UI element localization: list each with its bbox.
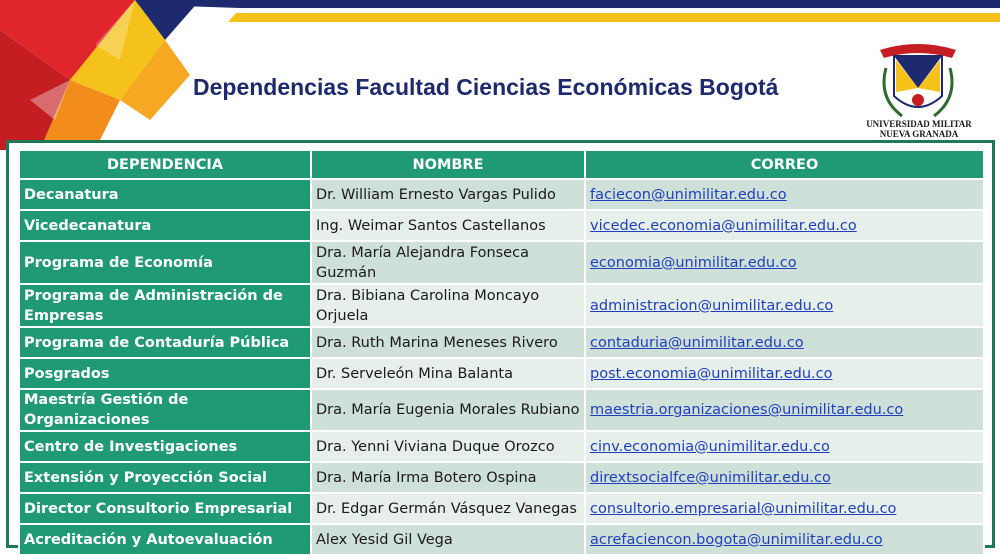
cell-nombre: Dr. Edgar Germán Vásquez Vanegas <box>311 493 585 524</box>
cell-correo <box>585 462 984 493</box>
table-row <box>19 284 984 327</box>
cell-nombre: Dra. Yenni Viviana Duque Orozco <box>311 431 585 462</box>
cell-dependencia: Decanatura <box>19 179 311 210</box>
cell-nombre: Ing. Weimar Santos Castellanos <box>311 210 585 241</box>
email-link[interactable]: consultorio.empresarial@unimilitar.edu.co <box>590 500 897 517</box>
cell-dependencia: Extensión y Proyección Social <box>19 462 311 493</box>
table-row <box>19 389 984 431</box>
table-row <box>19 241 984 284</box>
cell-dependencia: Acreditación y Autoevaluación <box>19 524 311 555</box>
email-link[interactable]: faciecon@unimilitar.edu.co <box>590 186 787 203</box>
cell-correo <box>585 358 984 389</box>
table-row <box>19 327 984 358</box>
cell-dependencia: Programa de Contaduría Pública <box>19 327 311 358</box>
university-name <box>866 119 972 139</box>
cell-nombre: Dra. Bibiana Carolina Moncayo Orjuela <box>311 284 585 327</box>
email-link[interactable]: economia@unimilitar.edu.co <box>590 254 797 271</box>
cell-nombre: Dra. María Alejandra Fonseca Guzmán <box>311 241 585 284</box>
university-name-line1: UNIVERSIDAD MILITAR <box>866 119 972 129</box>
table-row <box>19 524 984 555</box>
university-name-line2: NUEVA GRANADA <box>879 129 959 139</box>
email-link[interactable]: post.economia@unimilitar.edu.co <box>590 365 833 382</box>
table-row <box>19 358 984 389</box>
cell-nombre: Dra. María Eugenia Morales Rubiano <box>311 389 585 431</box>
cell-nombre: Dra. María Irma Botero Ospina <box>311 462 585 493</box>
email-link[interactable]: contaduria@unimilitar.edu.co <box>590 334 804 351</box>
cell-correo <box>585 524 984 555</box>
page-title: Dependencias Facultad Ciencias Económicas Bogotá <box>193 74 779 100</box>
table-header-row <box>19 150 984 179</box>
cell-dependencia: Programa de Economía <box>19 241 311 284</box>
cell-dependencia: Maestría Gestión de Organizaciones <box>19 389 311 431</box>
cell-nombre: Dr. Serveleón Mina Balanta <box>311 358 585 389</box>
table-row <box>19 179 984 210</box>
cell-nombre: Alex Yesid Gil Vega <box>311 524 585 555</box>
cell-correo <box>585 210 984 241</box>
cell-correo <box>585 179 984 210</box>
cell-correo <box>585 284 984 327</box>
cell-correo <box>585 389 984 431</box>
email-link[interactable]: cinv.economia@unimilitar.edu.co <box>590 438 830 455</box>
email-link[interactable]: administracion@unimilitar.edu.co <box>590 297 834 314</box>
cell-correo <box>585 241 984 284</box>
header-dependencia: DEPENDENCIA <box>19 150 311 179</box>
cell-dependencia: Centro de Investigaciones <box>19 431 311 462</box>
cell-correo <box>585 493 984 524</box>
corner-decoration <box>0 0 210 150</box>
table-row <box>19 431 984 462</box>
cell-dependencia: Director Consultorio Empresarial <box>19 493 311 524</box>
email-link[interactable]: maestria.organizaciones@unimilitar.edu.co <box>590 402 904 418</box>
email-link[interactable]: dirextsocialfce@unimilitar.edu.co <box>590 469 831 486</box>
cell-correo <box>585 327 984 358</box>
cell-dependencia: Programa de Administración de Empresas <box>19 284 311 327</box>
cell-nombre: Dr. William Ernesto Vargas Pulido <box>311 179 585 210</box>
cell-correo <box>585 431 984 462</box>
email-link[interactable]: vicedec.economia@unimilitar.edu.co <box>590 217 857 234</box>
cell-dependencia: Vicedecanatura <box>19 210 311 241</box>
cell-nombre: Dra. Ruth Marina Meneses Rivero <box>311 327 585 358</box>
email-link[interactable]: acrefaciencon.bogota@unimilitar.edu.co <box>590 531 883 548</box>
table-row <box>19 210 984 241</box>
table-row <box>19 493 984 524</box>
header-correo: CORREO <box>585 150 984 179</box>
cell-dependencia: Posgrados <box>19 358 311 389</box>
header-nombre: NOMBRE <box>311 150 585 179</box>
dependencias-table <box>18 149 985 555</box>
table-row <box>19 462 984 493</box>
